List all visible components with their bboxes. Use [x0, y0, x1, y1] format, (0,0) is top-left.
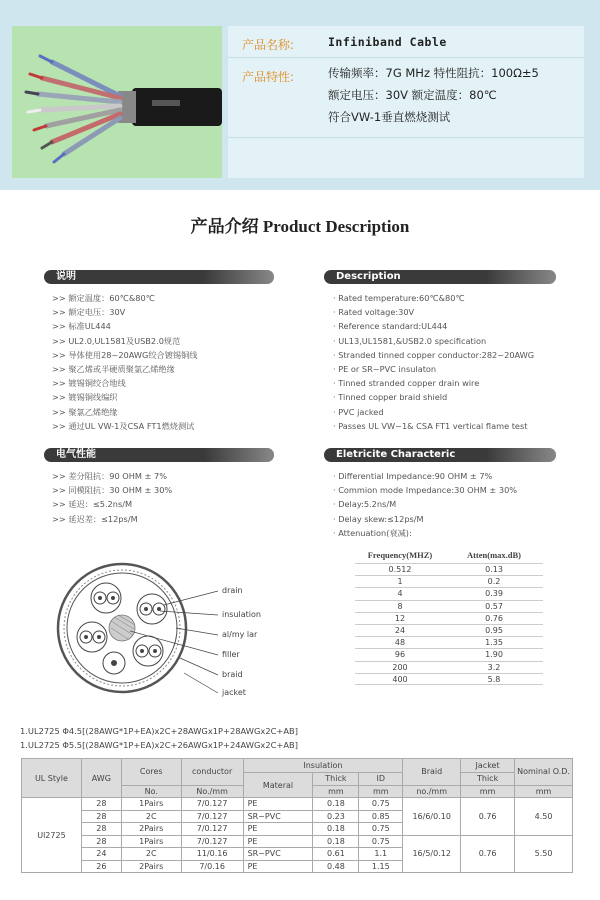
list-item: >> 额定电压：30V: [52, 307, 126, 318]
thick-cell: 0.18: [313, 835, 359, 848]
id-cell: 0.85: [359, 810, 403, 823]
list-item: >> 镀锡铜线编织: [52, 392, 118, 403]
list-item: >> 聚氯乙烯绝缘: [52, 406, 118, 417]
section-bar-en-desc: Description: [324, 270, 556, 284]
freq-cell: 8: [397, 601, 403, 611]
atten-cell: 3.2: [487, 662, 501, 672]
thick-cell: 0.48: [313, 860, 359, 873]
jacket-cell: 0.76: [461, 798, 515, 836]
attenuation-row: [355, 648, 543, 660]
od-cell: 4.50: [515, 798, 573, 836]
jacket-cell: 0.76: [461, 835, 515, 873]
attenuation-header: [355, 547, 543, 563]
list-item: >> 聚乙烯或半硬质聚氯乙烯绝缘: [52, 364, 175, 375]
list-item: · Stranded tinned copper conductor:282~20AWG: [333, 349, 535, 360]
awg-cell: 28: [81, 835, 121, 848]
material-cell: SR~PVC: [243, 810, 313, 823]
thick-cell: 0.18: [313, 798, 359, 811]
id-cell: 1.1: [359, 848, 403, 861]
cross-section-drawing: [56, 553, 326, 703]
product-features: [328, 62, 539, 128]
product-name-label: 产品名称:: [242, 38, 295, 52]
list-item: · UL13,UL1581,&USB2.0 specification: [333, 335, 487, 346]
product-header: [0, 0, 600, 190]
list-item: · Rated temperature:60℃&80℃: [333, 293, 465, 303]
label-insulation: insulation: [222, 610, 261, 619]
thick-cell: 0.61: [313, 848, 359, 861]
list-item: >> 镀锡铜绞合地线: [52, 378, 126, 389]
col-no-mm: No./mm: [181, 785, 243, 798]
atten-cell: 1.90: [485, 650, 503, 660]
list-item: · Tinned copper braid shield: [333, 392, 448, 403]
col-jacket: Jacket: [461, 759, 515, 773]
attenuation-col-frequency: Frequency(MHZ): [367, 550, 433, 560]
list-item: · PE or SR~PVC insulaton: [333, 364, 437, 375]
col-material: Materal: [243, 773, 313, 798]
list-item: >> 同模阻抗：30 OHM ± 30%: [52, 485, 173, 496]
list-item: · Passes UL VW~1& CSA FT1 vertical flame test: [333, 420, 528, 431]
awg-cell: 24: [81, 848, 121, 861]
col-jacket-thick: Thick: [461, 773, 515, 786]
list-item: · PVC jacked: [333, 406, 384, 417]
id-cell: 0.75: [359, 835, 403, 848]
atten-cell: 1.35: [485, 638, 503, 648]
label-filler: filler: [222, 650, 240, 659]
col-cores: Cores: [121, 759, 181, 786]
col-od-unit: mm: [515, 785, 573, 798]
atten-cell: 5.8: [487, 674, 501, 684]
attenuation-row: [355, 624, 543, 636]
conductor-cell: 7/0.127: [181, 835, 243, 848]
feature-line: 传输频率：7G MHz 特性阻抗：100Ω±5: [328, 66, 539, 80]
col-id-unit: mm: [359, 785, 403, 798]
thick-cell: 0.23: [313, 810, 359, 823]
braid-cell: 16/5/0.12: [403, 835, 461, 873]
table-row: [22, 798, 573, 811]
attenuation-row: [355, 575, 543, 587]
feature-line: 额定电压：30V 额定温度：80℃: [328, 88, 497, 102]
label-braid: braid: [222, 670, 243, 679]
thick-cell: 0.18: [313, 823, 359, 836]
material-cell: SR~PVC: [243, 848, 313, 861]
cores-cell: 2C: [121, 848, 181, 861]
col-jacket-unit: mm: [461, 785, 515, 798]
list-item: · Differential Impedance:90 OHM ± 7%: [333, 471, 493, 481]
awg-cell: 28: [81, 810, 121, 823]
section-bar-en-elec: Eletricite Characteric: [324, 448, 556, 462]
cable-photo: [12, 26, 222, 178]
label-almylar: al/my lar: [222, 630, 258, 639]
section-bar-cn-elec: 电气性能: [44, 448, 274, 462]
ul-note: 1.UL2725 Φ5.5[(28AWG*1P+EA)x2C+26AWGx1P+24AWGx2C+AB]: [20, 740, 298, 750]
freq-cell: 12: [394, 613, 406, 623]
cores-cell: 2C: [121, 810, 181, 823]
ul-style-cell: Ul2725: [22, 798, 82, 873]
atten-cell: 0.95: [485, 625, 503, 635]
id-cell: 1.15: [359, 860, 403, 873]
conductor-cell: 7/0.127: [181, 798, 243, 811]
attenuation-col-atten: Atten(max.dB): [466, 550, 522, 560]
material-cell: PE: [243, 860, 313, 873]
conductor-cell: 11/0.16: [181, 848, 243, 861]
atten-cell: 0.57: [485, 601, 503, 611]
freq-cell: 1: [397, 577, 403, 587]
list-item: · Commion mode Impedance:30 OHM ± 30%: [333, 485, 518, 496]
list-item: · Rated voltage:30V: [333, 307, 415, 318]
list-item: · Delay:5.2ns/M: [333, 499, 397, 510]
cores-cell: 2Pairs: [121, 860, 181, 873]
freq-cell: 0.512: [388, 565, 412, 574]
en-desc-list: [333, 291, 534, 433]
feature-line: 符合VW-1垂直燃烧测试: [328, 110, 451, 124]
table-row: [22, 835, 573, 848]
cable-cross-section: [56, 553, 326, 703]
freq-cell: 400: [392, 674, 408, 684]
atten-cell: 0.2: [487, 577, 501, 587]
atten-cell: 0.76: [485, 613, 503, 623]
page-title: 产品介绍 Product Description: [190, 217, 410, 236]
freq-cell: 24: [394, 625, 406, 635]
col-nominal-od: Nominal O.D.: [515, 759, 573, 786]
list-item: >> 导体使用28~20AWG绞合镀锡铜线: [52, 349, 198, 360]
braid-cell: 16/6/0.10: [403, 798, 461, 836]
spec-table: [21, 758, 573, 873]
attenuation-row: [355, 587, 543, 599]
list-item: · Attenuation(衰减):: [333, 527, 412, 538]
conductor-cell: 7/0.127: [181, 810, 243, 823]
col-id: ID: [359, 773, 403, 786]
list-item: >> 延迟差：≤12ps/M: [52, 513, 138, 524]
label-jacket: jacket: [222, 688, 246, 697]
label-drain: drain: [222, 586, 243, 595]
list-item: · Reference standard:UL444: [333, 321, 448, 332]
list-item: >> 延迟：≤5.2ns/M: [52, 499, 133, 510]
material-cell: PE: [243, 835, 313, 848]
product-features-label: 产品特性:: [242, 70, 295, 84]
attenuation-row: [355, 612, 543, 624]
col-braid: Braid: [403, 759, 461, 786]
col-no: No.: [121, 785, 181, 798]
attenuation-row: [355, 673, 543, 685]
cn-elec-list: [52, 469, 172, 526]
cores-cell: 1Pairs: [121, 835, 181, 848]
list-item: >> 差分阻抗：90 OHM ± 7%: [52, 471, 168, 481]
cores-cell: 2Pairs: [121, 823, 181, 836]
freq-cell: 96: [394, 650, 406, 660]
list-item: >> 标准UL444: [52, 321, 111, 332]
freq-cell: 4: [397, 589, 403, 599]
id-cell: 0.75: [359, 798, 403, 811]
atten-cell: 0.39: [485, 589, 503, 599]
list-item: · Delay skew:≤12ps/M: [333, 513, 424, 524]
ul-notes: [20, 724, 298, 752]
product-info: [228, 26, 584, 178]
id-cell: 0.75: [359, 823, 403, 836]
col-braid-unit: no./mm: [403, 785, 461, 798]
awg-cell: 26: [81, 860, 121, 873]
product-name: Infiniband Cable: [328, 35, 447, 49]
awg-cell: 28: [81, 798, 121, 811]
en-elec-list: [333, 469, 517, 540]
list-item: >> UL2.0,UL1581及USB2.0规范: [52, 335, 181, 346]
attenuation-row: [355, 600, 543, 612]
col-ul-style: UL Style: [22, 759, 82, 798]
col-awg: AWG: [81, 759, 121, 798]
section-bar-cn-desc: 说明: [44, 270, 274, 284]
cores-cell: 1Pairs: [121, 798, 181, 811]
material-cell: PE: [243, 798, 313, 811]
conductor-cell: 7/0.16: [181, 860, 243, 873]
col-insulation: Insulation: [243, 759, 403, 773]
list-item: >> 通过UL VW-1及CSA FT1燃烧测试: [52, 420, 195, 431]
material-cell: PE: [243, 823, 313, 836]
attenuation-row: [355, 661, 543, 673]
attenuation-row: [355, 563, 543, 575]
awg-cell: 28: [81, 823, 121, 836]
list-item: >> 额定温度：60℃&80℃: [52, 293, 155, 303]
col-conductor: conductor: [181, 759, 243, 786]
freq-cell: 48: [394, 638, 406, 648]
list-item: · Tinned stranded copper drain wire: [333, 378, 480, 389]
freq-cell: 200: [392, 662, 408, 672]
ul-note: 1.UL2725 Φ4.5[(28AWG*1P+EA)x2C+28AWGx1P+28AWGx2C+AB]: [20, 726, 298, 736]
od-cell: 5.50: [515, 835, 573, 873]
attenuation-table: [355, 547, 543, 685]
col-thick: Thick: [313, 773, 359, 786]
atten-cell: 0.13: [485, 565, 503, 574]
cn-desc-list: [52, 291, 198, 433]
attenuation-row: [355, 636, 543, 648]
col-thick-unit: mm: [313, 785, 359, 798]
conductor-cell: 7/0.127: [181, 823, 243, 836]
